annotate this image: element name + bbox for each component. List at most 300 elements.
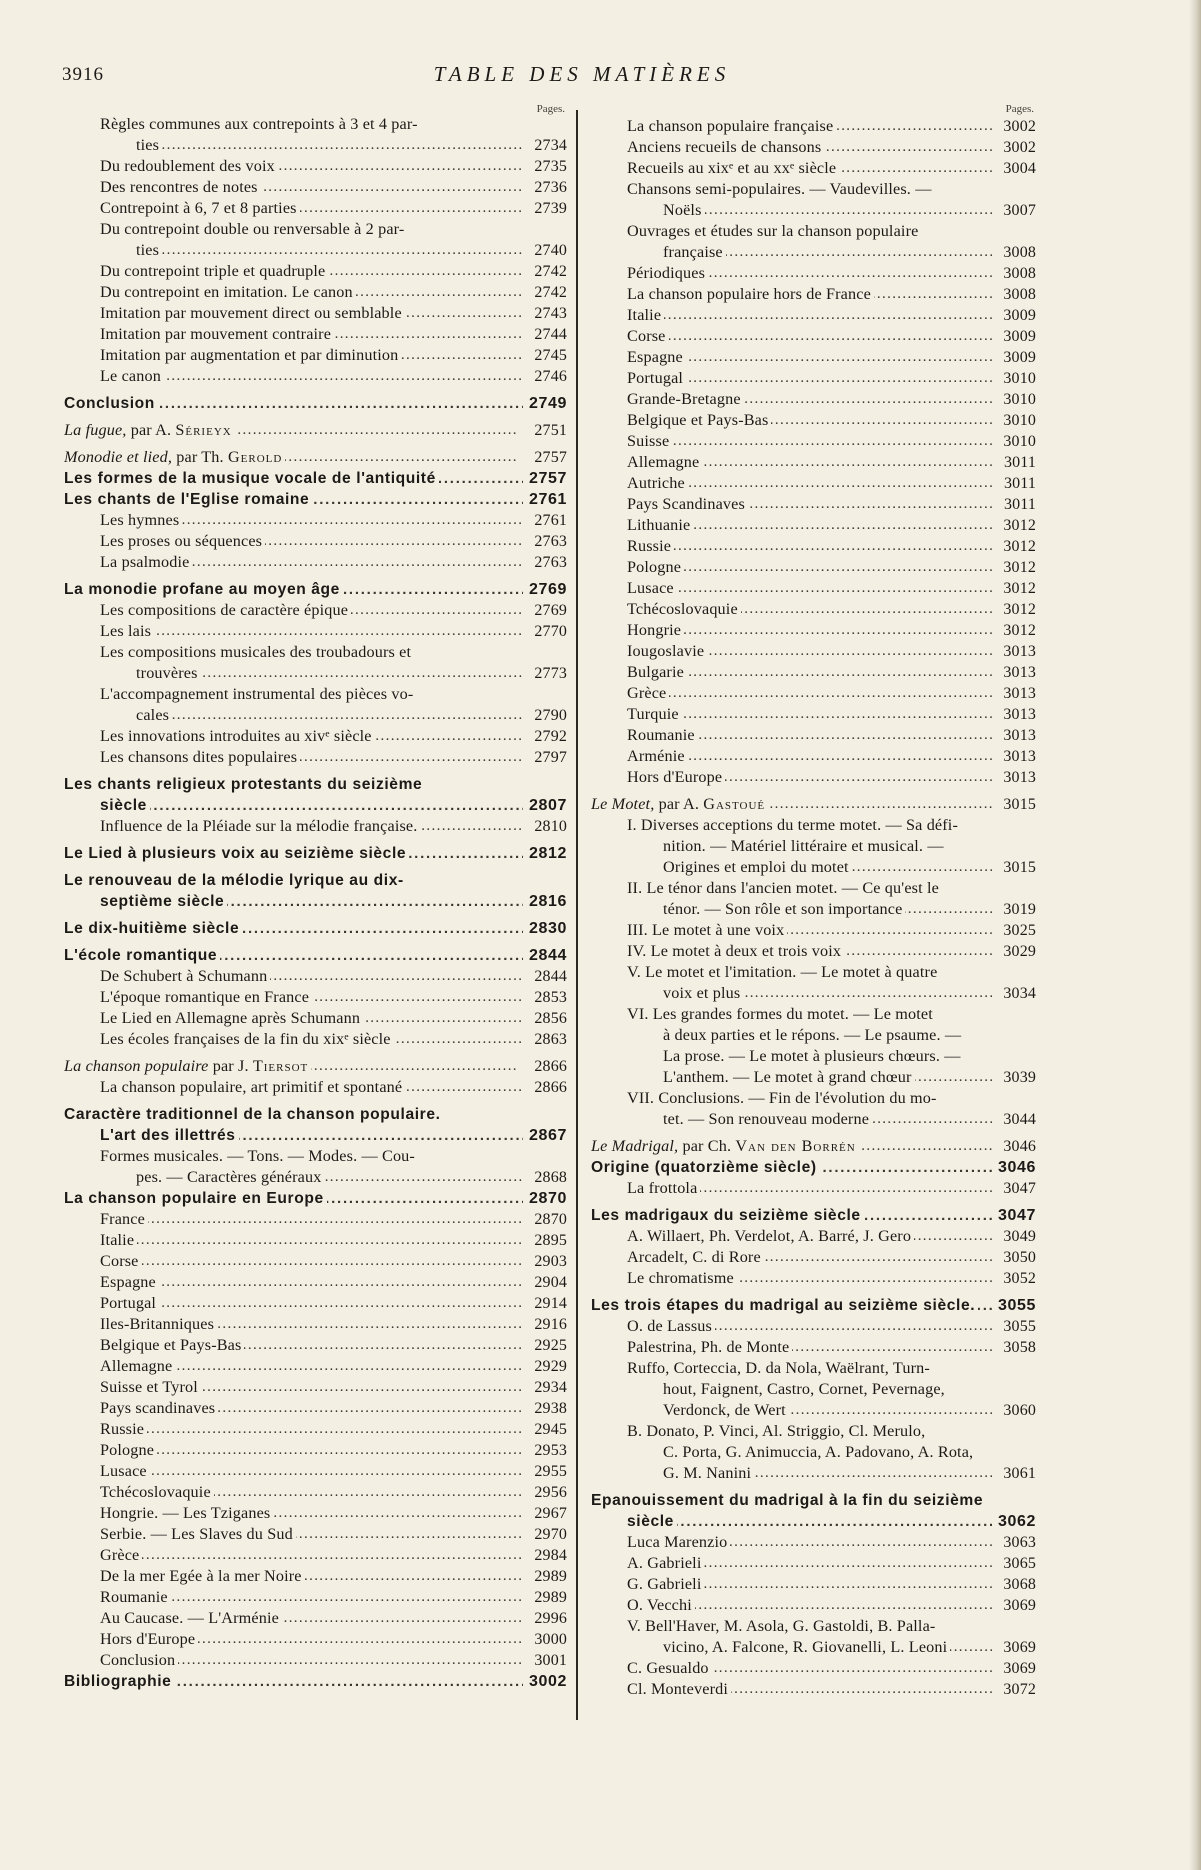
entry-title (663, 983, 992, 1004)
entry-title-text: Les innovations introduites au xivᵉ siècle (100, 727, 375, 745)
page-number: 2870 (529, 1190, 567, 1207)
entry-title-text: Portugal (100, 1294, 159, 1312)
entry-title (627, 1004, 992, 1025)
entry-title (627, 473, 992, 494)
entry-title (627, 683, 992, 704)
page-number: 2929 (534, 1358, 567, 1375)
entry-title (100, 600, 523, 621)
entry-title-text: L'époque romantique en France (100, 988, 312, 1006)
toc-entry (64, 726, 567, 747)
toc-entry (591, 326, 1036, 347)
page-number: 3019 (1003, 901, 1036, 918)
toc-line (64, 198, 567, 219)
entry-title-text: Epanouissement du madrigal à la fin du seizième (591, 1492, 986, 1509)
entry-title-text: Imitation par mouvement direct ou semblable (100, 304, 405, 322)
page-number: 2735 (534, 158, 567, 175)
page-number: 3013 (1003, 685, 1036, 702)
entry-title-text: Du contrepoint en imitation. Le canon (100, 283, 356, 301)
toc-line (591, 704, 1036, 725)
toc-line (64, 1029, 567, 1050)
entry-title (100, 1146, 523, 1167)
page-number: 2844 (529, 947, 567, 964)
toc-entry (591, 263, 1036, 284)
toc-entry (591, 494, 1036, 515)
toc-line (591, 746, 1036, 767)
toc-line (591, 536, 1036, 557)
entry-title (100, 303, 523, 324)
toc-entry (64, 870, 567, 912)
page-number: 2790 (534, 707, 567, 724)
entry-title (627, 431, 992, 452)
page-number: 3069 (1003, 1660, 1036, 1677)
entry-by: par J. (208, 1057, 253, 1075)
entry-title (100, 552, 523, 573)
toc-entry (64, 420, 567, 441)
entry-title (627, 1358, 992, 1379)
page-number: 3062 (998, 1513, 1036, 1530)
toc-line (591, 1511, 1036, 1532)
page-number: 2830 (529, 920, 567, 937)
toc-entry (64, 261, 567, 282)
toc-line (591, 1088, 1036, 1109)
toc-line (64, 420, 567, 441)
toc-line (591, 983, 1036, 1004)
entry-title (627, 284, 992, 305)
entry-title (663, 1109, 992, 1130)
entry-title (663, 1637, 992, 1658)
toc-line (591, 725, 1036, 746)
entry-title (100, 1650, 523, 1671)
entry-title (627, 1337, 992, 1358)
page-number: 3002 (1003, 139, 1036, 156)
entry-title (627, 1247, 992, 1268)
entry-title (64, 870, 523, 891)
toc-line (591, 284, 1036, 305)
page-header (62, 64, 1102, 90)
entry-title (627, 1574, 992, 1595)
toc-entry (591, 1553, 1036, 1574)
toc-entry (64, 552, 567, 573)
toc-entry (591, 284, 1036, 305)
entry-title (100, 1356, 523, 1377)
page-number: 2996 (534, 1610, 567, 1627)
toc-line (64, 1335, 567, 1356)
page-number: 3010 (1003, 370, 1036, 387)
toc-entry (591, 1268, 1036, 1289)
toc-line (591, 1316, 1036, 1337)
entry-title (627, 179, 992, 200)
entry-title-text: Grèce (100, 1546, 142, 1564)
page-number: 3010 (1003, 433, 1036, 450)
entry-title (64, 843, 523, 864)
column-divider (576, 110, 578, 1720)
entry-title (627, 368, 992, 389)
toc-line (591, 878, 1036, 899)
entry-by: par A. (654, 795, 704, 813)
entry-title-text: française (663, 243, 726, 261)
page-number: 2742 (534, 263, 567, 280)
entry-title (100, 1314, 523, 1335)
entry-title (100, 621, 523, 642)
toc-line (64, 1377, 567, 1398)
page-number: 3009 (1003, 328, 1036, 345)
entry-title (100, 156, 523, 177)
toc-entry (64, 1209, 567, 1230)
toc-entry (64, 282, 567, 303)
page-number: 2967 (534, 1505, 567, 1522)
toc-line (64, 843, 567, 864)
page-number: 2953 (534, 1442, 567, 1459)
page-number: 3009 (1003, 349, 1036, 366)
entry-by: par Ch. (678, 1137, 736, 1155)
entry-title (627, 116, 992, 137)
entry-title (663, 242, 992, 263)
entry-title (64, 468, 523, 489)
page-number: 2745 (534, 347, 567, 364)
entry-title (100, 366, 523, 387)
toc-entry (64, 114, 567, 156)
entry-title-text: Portugal (627, 369, 686, 387)
toc-line (64, 1314, 567, 1335)
entry-title-text: ties (136, 136, 162, 154)
entry-title-text: III. Le motet à une voix (627, 921, 787, 939)
toc-entry (64, 1104, 567, 1146)
toc-entry (64, 747, 567, 768)
toc-entry (591, 1358, 1036, 1421)
page-number: 2792 (534, 728, 567, 745)
page-number: 2816 (529, 893, 567, 910)
entry-title (100, 1230, 523, 1251)
entry-title (136, 135, 523, 156)
entry-title-text: Hongrie. — Les Tziganes (100, 1504, 273, 1522)
toc-line (64, 579, 567, 600)
entry-title (136, 663, 523, 684)
entry-title (100, 1209, 523, 1230)
entry-title-text: Grande-Bretagne (627, 390, 744, 408)
entry-title (64, 1671, 523, 1692)
author-name: Gastoué (703, 795, 766, 813)
page-number: 3000 (534, 1631, 567, 1648)
toc-entry (64, 774, 567, 816)
toc-line (591, 116, 1036, 137)
toc-entry (64, 1293, 567, 1314)
entry-title (591, 1490, 992, 1511)
entry-title-text: Palestrina, Ph. de Monte (627, 1338, 792, 1356)
entry-title-text: Lusace (100, 1462, 150, 1480)
entry-title-text: pes. — Caractères généraux (136, 1168, 324, 1186)
entry-title-text: Belgique et Pays-Bas (627, 411, 771, 429)
toc-line (591, 242, 1036, 263)
page-number: 3007 (1003, 202, 1036, 219)
entry-title-text: Les proses ou séquences (100, 532, 265, 550)
toc-line (64, 1251, 567, 1272)
entry-title-text: Pays Scandinaves (627, 495, 748, 513)
toc-line (64, 663, 567, 684)
entry-title (100, 177, 523, 198)
toc-line (64, 1167, 567, 1188)
toc-entry (64, 345, 567, 366)
toc-entry (591, 1136, 1036, 1157)
page-number: 3025 (1003, 922, 1036, 939)
toc-line (591, 1247, 1036, 1268)
toc-entry (591, 1679, 1036, 1700)
toc-entry (64, 1566, 567, 1587)
entry-title-text: I. Diverses acceptions du terme motet. — Sa défi- (627, 816, 961, 834)
toc-line (591, 1067, 1036, 1088)
entry-title (64, 447, 523, 468)
toc-line (64, 1209, 567, 1230)
toc-line (64, 1671, 567, 1692)
toc-entry (64, 1650, 567, 1671)
entry-title-text: La chanson populaire, art primitif et spontané (100, 1078, 405, 1096)
entry-title (64, 420, 523, 441)
toc-line (64, 795, 567, 816)
entry-title (627, 1553, 992, 1574)
page-title: TABLE DES MATIÈRES (433, 62, 731, 86)
entry-title-text: voix et plus (663, 984, 743, 1002)
toc-entry (591, 1574, 1036, 1595)
toc-entry (64, 918, 567, 939)
page-number: 2934 (534, 1379, 567, 1396)
entry-title-text: Du redoublement des voix (100, 157, 278, 175)
entry-title-text: C. Gesualdo (627, 1659, 712, 1677)
entry-title (663, 1025, 992, 1046)
toc-entry (64, 816, 567, 837)
entry-title (627, 494, 992, 515)
page-number: 3008 (1003, 244, 1036, 261)
toc-entry (591, 1157, 1036, 1178)
entry-title-text (64, 421, 235, 439)
toc-line (64, 705, 567, 726)
toc-entry (591, 662, 1036, 683)
toc-line (64, 282, 567, 303)
entry-title-text: Le Lied à plusieurs voix au seizième siècle (64, 845, 409, 862)
toc-line (591, 662, 1036, 683)
toc-entry (591, 941, 1036, 962)
entry-title (627, 920, 992, 941)
entry-title (100, 1251, 523, 1272)
toc-entry (591, 1616, 1036, 1658)
toc-line (64, 345, 567, 366)
page-number: 3068 (1003, 1576, 1036, 1593)
entry-title-text: IV. Le motet à deux et trois voix (627, 942, 844, 960)
entry-title (64, 774, 523, 795)
entry-by: par Th. (172, 448, 228, 466)
entry-title-text: A. Willaert, Ph. Verdelot, A. Barré, J. Gero (627, 1227, 914, 1245)
entry-title-text: Allemagne (627, 453, 702, 471)
page-number: 3015 (1003, 859, 1036, 876)
entry-title (100, 795, 523, 816)
entry-title-text: Influence de la Pléiade sur la mélodie française. (100, 817, 420, 835)
entry-title-text: Iles-Britanniques (100, 1315, 217, 1333)
entry-title-text (591, 795, 768, 813)
toc-line (64, 1125, 567, 1146)
entry-title-text: Ruffo, Corteccia, D. da Nola, Waëlrant, Turn- (627, 1359, 933, 1377)
toc-line (591, 221, 1036, 242)
entry-title-text: Chansons semi-populaires. — Vaudevilles. — (627, 180, 935, 198)
page-number: 2916 (534, 1316, 567, 1333)
page-number: 2810 (534, 818, 567, 835)
toc-entry (64, 1251, 567, 1272)
toc-line (64, 600, 567, 621)
author-name: Van den Borrén (735, 1137, 856, 1155)
toc-entry (591, 389, 1036, 410)
toc-line (64, 891, 567, 912)
entry-title (627, 1595, 992, 1616)
page-number: 3058 (1003, 1339, 1036, 1356)
page-number: 3039 (1003, 1069, 1036, 1086)
entry-title-text: Italie (627, 306, 664, 324)
entry-title (100, 1077, 523, 1098)
toc-entry (591, 536, 1036, 557)
toc-line (591, 1136, 1036, 1157)
toc-entry (591, 794, 1036, 815)
entry-title (64, 1104, 523, 1125)
entry-title (627, 536, 992, 557)
entry-title (663, 1400, 992, 1421)
page-number: 3069 (1003, 1639, 1036, 1656)
entry-title (100, 1398, 523, 1419)
entry-title-text: Allemagne (100, 1357, 175, 1375)
toc-entry (64, 303, 567, 324)
toc-entry (64, 642, 567, 684)
page-number: 3013 (1003, 748, 1036, 765)
entry-title-text: cales (136, 706, 172, 724)
entry-title-text: trouvères (136, 664, 201, 682)
entry-title-text: Le dix-huitième siècle (64, 920, 242, 937)
entry-title-text: Du contrepoint triple et quadruple (100, 262, 328, 280)
toc-line (591, 200, 1036, 221)
toc-line (591, 1025, 1036, 1046)
entry-title (627, 1088, 992, 1109)
entry-title (100, 1566, 523, 1587)
toc-line (64, 114, 567, 135)
toc-line (591, 1532, 1036, 1553)
toc-entry (591, 515, 1036, 536)
entry-title-text: Tchécoslovaquie (627, 600, 741, 618)
entry-title (136, 705, 523, 726)
toc-entry (64, 1524, 567, 1545)
entry-title (627, 1178, 992, 1199)
page-number: 3049 (1003, 1228, 1036, 1245)
entry-title (663, 899, 992, 920)
toc-line (591, 389, 1036, 410)
entry-title-text: Les lais (100, 622, 154, 640)
page-number: 2770 (534, 623, 567, 640)
toc-line (64, 1146, 567, 1167)
toc-entry (591, 704, 1036, 725)
entry-title-text: Roumanie (100, 1588, 171, 1606)
toc-line (64, 1008, 567, 1029)
toc-entry (591, 1595, 1036, 1616)
page-number: 3052 (1003, 1270, 1036, 1287)
toc-line (64, 366, 567, 387)
entry-title-text: Formes musicales. — Tons. — Modes. — Cou- (100, 1147, 418, 1165)
entry-title-text: Noëls (663, 201, 705, 219)
toc-entry (64, 1377, 567, 1398)
toc-line (64, 918, 567, 939)
toc-line (64, 966, 567, 987)
toc-entry (64, 1461, 567, 1482)
entry-title (64, 1056, 523, 1077)
entry-title (100, 1335, 523, 1356)
page-number: 2970 (534, 1526, 567, 1543)
toc-entry (591, 179, 1036, 221)
toc-line (591, 494, 1036, 515)
author-name: Sérieyx (175, 421, 232, 439)
page-number: 2769 (534, 602, 567, 619)
toc-line (64, 747, 567, 768)
entry-title-text: Tchécoslovaquie (100, 1483, 214, 1501)
entry-title-text: Arcadelt, C. di Rore (627, 1248, 764, 1266)
entry-title-text: Lusace (627, 579, 677, 597)
toc-line (591, 836, 1036, 857)
entry-title (591, 1205, 992, 1226)
entry-title-text: Suisse et Tyrol (100, 1378, 201, 1396)
entry-title-text: Imitation par augmentation et par diminution (100, 346, 401, 364)
toc-line (64, 642, 567, 663)
toc-line (64, 240, 567, 261)
toc-line (591, 137, 1036, 158)
entry-title (627, 815, 992, 836)
toc-line (591, 1490, 1036, 1511)
entry-title-text: Les chants religieux protestants du seizième (64, 776, 425, 793)
toc-line (591, 1463, 1036, 1484)
toc-entry (64, 1419, 567, 1440)
entry-title (627, 620, 992, 641)
entry-title-text: La chanson populaire hors de France (627, 285, 874, 303)
toc-line (64, 489, 567, 510)
toc-line (591, 620, 1036, 641)
toc-line (591, 515, 1036, 536)
toc-entry (591, 305, 1036, 326)
entry-title-text: Autriche (627, 474, 688, 492)
toc-entry (64, 1587, 567, 1608)
page-number: 2955 (534, 1463, 567, 1480)
page-number: 2984 (534, 1547, 567, 1564)
entry-title-text: La chanson populaire en Europe (64, 1190, 327, 1207)
work-title: Le Madrigal, (591, 1137, 679, 1155)
toc-line (64, 303, 567, 324)
toc-line (591, 1337, 1036, 1358)
entry-title-text: II. Le ténor dans l'ancien motet. — Ce qu'est le (627, 879, 942, 897)
toc-entry (591, 1658, 1036, 1679)
toc-entry (591, 725, 1036, 746)
page-number: 2903 (534, 1253, 567, 1270)
entry-title-text: Recueils au xixᵉ et au xxᵉ siècle (627, 159, 839, 177)
entry-title (100, 987, 523, 1008)
page-number: 3002 (529, 1673, 567, 1690)
entry-title-text: Caractère traditionnel de la chanson populaire. (64, 1106, 444, 1123)
entry-title (100, 1545, 523, 1566)
work-title: La fugue, (64, 421, 127, 439)
toc-line (64, 135, 567, 156)
toc-entry (591, 158, 1036, 179)
page-number: 2763 (534, 554, 567, 571)
toc-line (64, 1650, 567, 1671)
toc-line (591, 1595, 1036, 1616)
entry-title (100, 1440, 523, 1461)
toc-entry (64, 843, 567, 864)
entry-title-text: Au Caucase. — L'Arménie (100, 1609, 282, 1627)
page-number: 2812 (529, 845, 567, 862)
toc-line (591, 1109, 1036, 1130)
toc-line (591, 347, 1036, 368)
page-number: 2844 (534, 968, 567, 985)
page-number: 3012 (1003, 538, 1036, 555)
toc-entry (64, 1356, 567, 1377)
toc-line (591, 962, 1036, 983)
